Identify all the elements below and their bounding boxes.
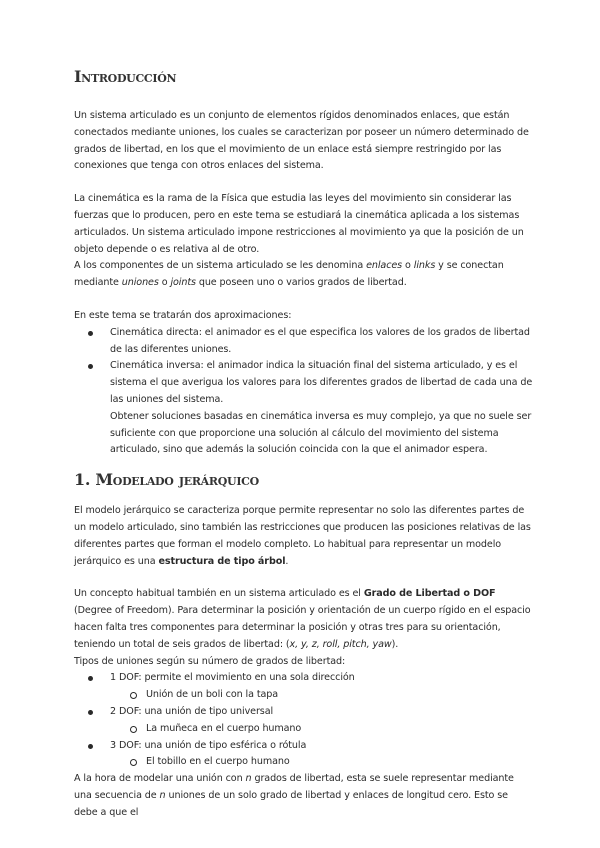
- circle-bullet-icon: [130, 726, 137, 733]
- dof-list: [74, 670, 534, 771]
- sub-list-item: Unión de un boli con la tapa: [110, 687, 534, 704]
- bullet-icon: [88, 710, 93, 715]
- intro-paragraph-2: La cinemática es la rama de la Física que estudia las leyes del movimiento sin considerar las fuerzas que lo producen, pero en este tema se estudiará la cinemática aplicada a los sistemas articulados. Un sistema articulado impone restricciones al movimiento ya que la posición de un objeto depende o es relativa al de otro.: [74, 193, 524, 255]
- modelado-paragraph-3: Tipos de uniones según su número de grados de libertad:: [74, 655, 346, 667]
- sub-list-item: El tobillo en el cuerpo humano: [110, 754, 534, 771]
- intro-paragraph-3: A los componentes de un sistema articulado se les denomina enlaces o links y se conectan mediante uniones o joints que poseen uno o varios grados de libertad.: [74, 260, 504, 289]
- intro-paragraph-4: En este tema se tratarán dos aproximaciones:: [74, 309, 292, 321]
- modelado-paragraph-1: El modelo jerárquico se caracteriza porque permite representar no solo las diferentes partes de un modelo articulado, sino también las restricciones que producen las posiciones relativas de las diferentes partes que forman el modelo completo. Lo habitual para representar un modelo jerárquico es una estructura de tipo árbol.: [74, 505, 531, 567]
- sub-list-item: La muñeca en el cuerpo humano: [110, 721, 534, 738]
- heading-modelado-jerarquico: 1. Modelado jerárquico: [74, 470, 259, 490]
- circle-bullet-icon: [130, 692, 137, 699]
- document-page: [74, 66, 534, 821]
- heading-introduccion: Introducción: [74, 67, 177, 86]
- bullet-icon: [88, 744, 93, 749]
- list-item: 1 DOF: permite el movimiento en una sola dirección Unión de un boli con la tapa: [74, 670, 534, 704]
- bullet-icon: [88, 331, 93, 336]
- circle-bullet-icon: [130, 759, 137, 766]
- bullet-icon: [88, 364, 93, 369]
- list-item: Cinemática directa: el animador es el que especifica los valores de los grados de libertad de las diferentes uniones.: [74, 325, 534, 359]
- modelado-paragraph-4: A la hora de modelar una unión con n grados de libertad, esta se suele representar mediante una secuencia de n uniones de un solo grado de libertad y enlaces de longitud cero. Esto se debe a que el: [74, 773, 514, 818]
- list-item: 2 DOF: una unión de tipo universal La muñeca en el cuerpo humano: [74, 704, 534, 738]
- intro-paragraph-1: Un sistema articulado es un conjunto de elementos rígidos denominados enlaces, que están conectados mediante uniones, los cuales se caracterizan por poseer un número determinado de grados de libertad, en los que el movimiento de un enlace está siempre restringido por las conexiones que tenga con otros enlaces del sistema.: [74, 110, 529, 172]
- list-item: 3 DOF: una unión de tipo esférica o rótula El tobillo en el cuerpo humano: [74, 738, 534, 772]
- modelado-paragraph-2: Un concepto habitual también en un sistema articulado es el Grado de Libertad o DOF (Degree of Freedom). Para determinar la posición y orientación de un cuerpo rígido en el espacio hacen falta tres componentes para determinar la posición y otras tres para su orientación, teniendo un total de seis grados de libertad: (x, y, z, roll, pitch, yaw).: [74, 588, 531, 650]
- bullet-icon: [88, 676, 93, 681]
- list-item: Cinemática inversa: el animador indica la situación final del sistema articulado, y es el sistema el que averigua los valores para los diferentes grados de libertad de cada una de las uniones del sistema. Obtener soluciones basadas en cinemática inversa es muy complejo, ya que no suele ser suficiente con que proporcione una solución al cálculo del movimiento del sistema articulado, sino que además la solución coincida con la que el animador espera.: [74, 358, 534, 459]
- approaches-list: [74, 325, 534, 459]
